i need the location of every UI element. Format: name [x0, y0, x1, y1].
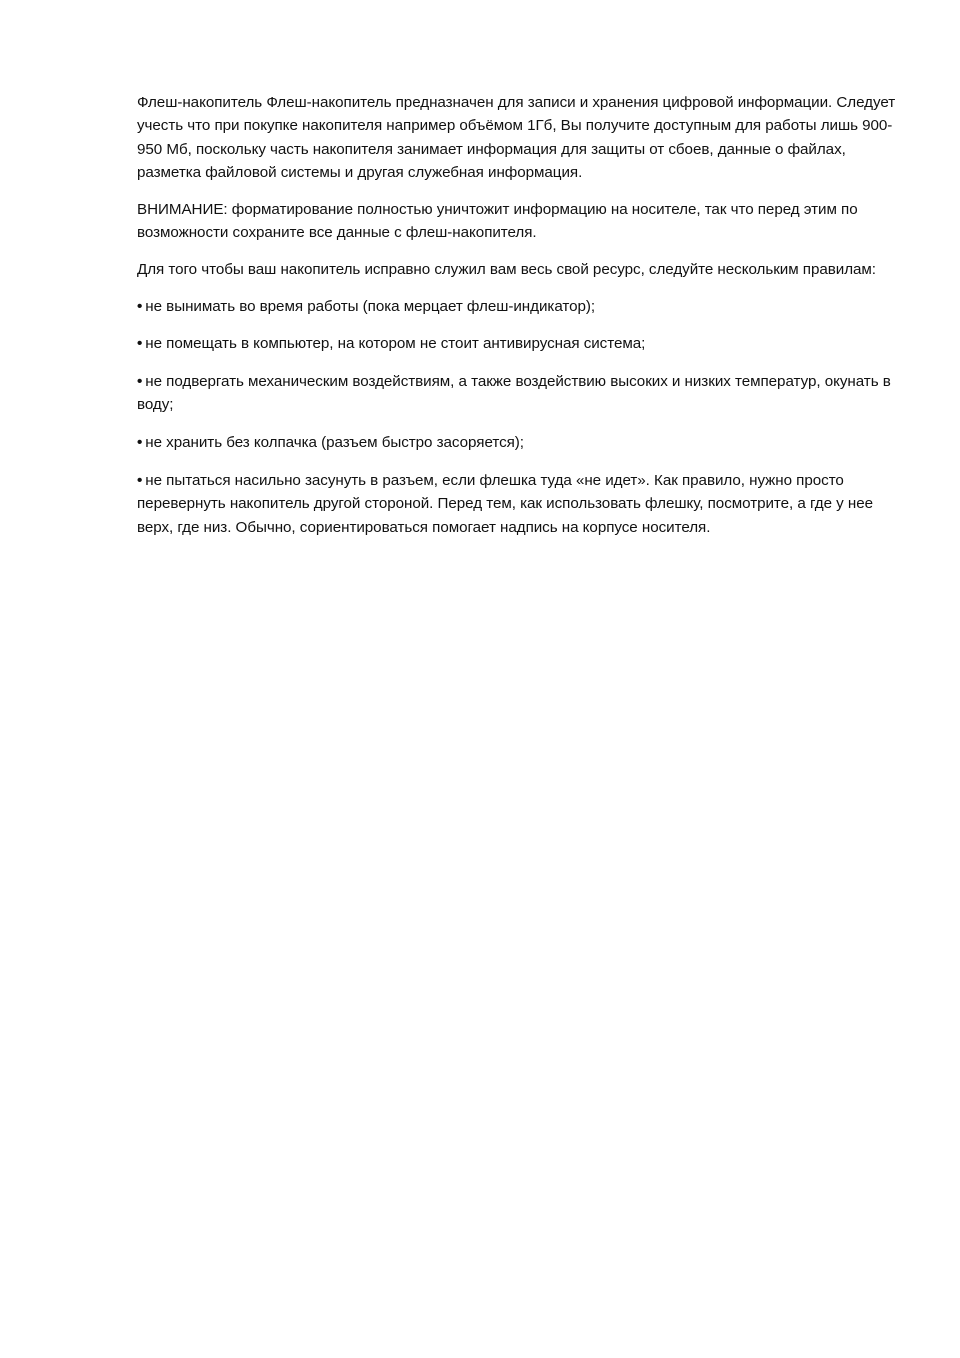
bullet-icon: • — [137, 335, 143, 353]
list-item-text: не подвергать механическим воздействиям, а также воздействию высоких и низких температур, окунать в воду; — [137, 373, 891, 414]
list-item — [137, 469, 897, 539]
document-body — [137, 91, 897, 553]
list-item-text: не хранить без колпачка (разъем быстро засоряется); — [145, 434, 524, 452]
list-item — [137, 295, 897, 318]
paragraph-warning: ВНИМАНИЕ: форматирование полностью уничтожит информацию на носителе, так что перед этим по возможности сохраните все данные с флеш-накопителя. — [137, 200, 858, 241]
list-item — [137, 370, 897, 417]
list-item-text: не пытаться насильно засунуть в разъем, если флешка туда «не идет». Как правило, нужно просто перевернуть накопитель другой стороной. Перед тем, как использовать флешку, посмотрите, а где у нее верх, где низ. Обычно, сориентироваться помогает надпись на корпусе носителя. — [137, 472, 873, 536]
list-item — [137, 332, 897, 355]
list-item-text: не помещать в компьютер, на котором не стоит антивирусная система; — [145, 335, 646, 353]
list-item — [137, 431, 897, 454]
bullet-icon: • — [137, 297, 143, 315]
bullet-icon: • — [137, 472, 143, 490]
paragraph-intro: Флеш-накопитель Флеш-накопитель предназначен для записи и хранения цифровой информации. Следует учесть что при покупке накопителя например объёмом 1Гб, Вы получите доступным для работы лишь 900-950 Мб, поскольку часть накопителя занимает информация для защиты от сбоев, данные о файлах, разметка файловой системы и другая служебная информация. — [137, 94, 896, 181]
bullet-icon: • — [137, 373, 143, 391]
paragraph-rules-intro: Для того чтобы ваш накопитель исправно служил вам весь свой ресурс, следуйте нескольким правилам: — [137, 260, 876, 278]
bullet-icon: • — [137, 434, 143, 452]
list-item-text: не вынимать во время работы (пока мерцает флеш-индикатор); — [145, 297, 596, 315]
